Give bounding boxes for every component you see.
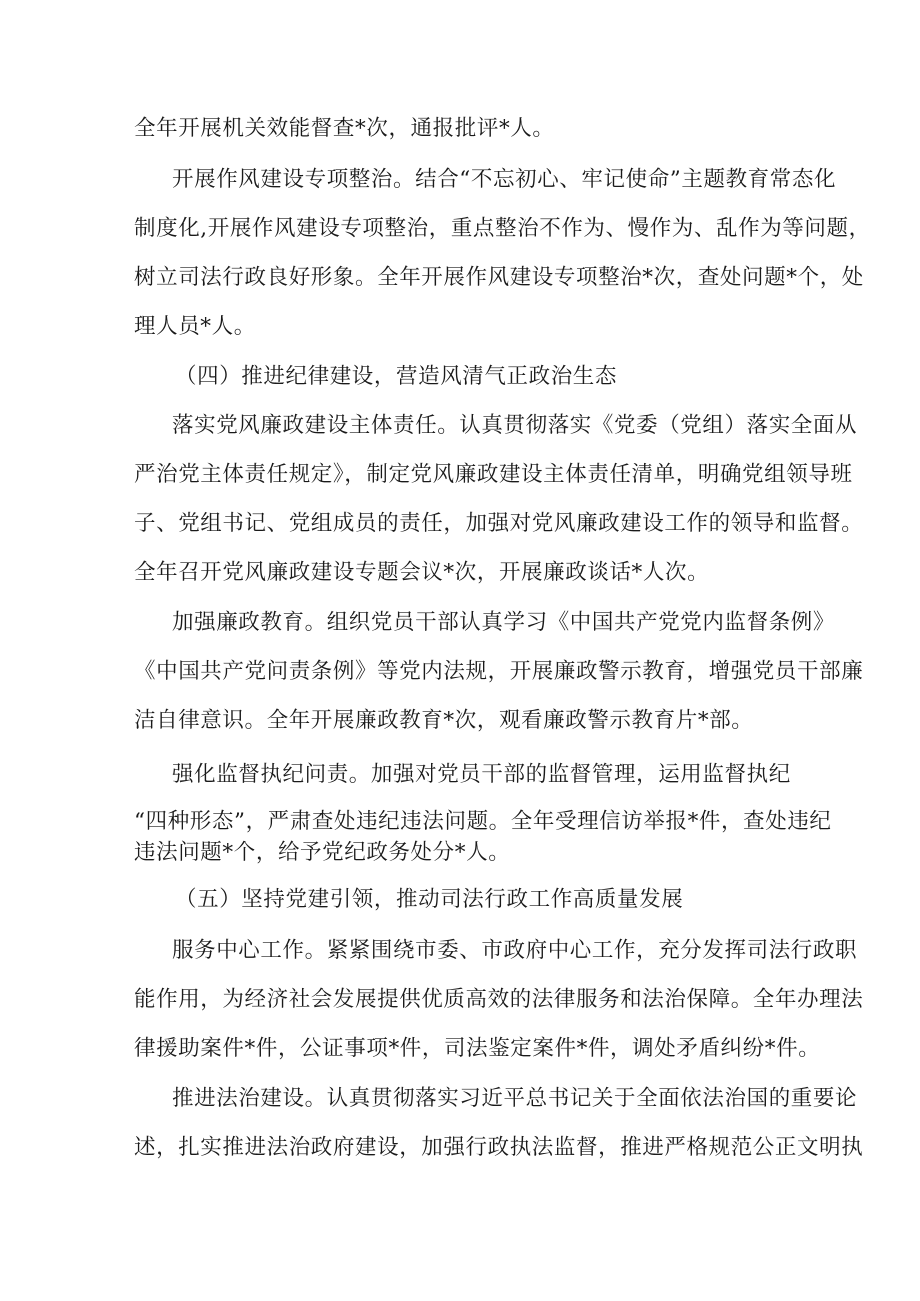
paragraph-line: 落实党风廉政建设主体责任。认真贯彻落实《党委（党组）落实全面从 [172, 413, 858, 438]
paragraph-line: 全年召开党风廉政建设专题会议*次，开展廉政谈话*人次。 [134, 560, 710, 585]
paragraph-line: 制度化,开展作风建设专项整治，重点整治不作为、慢作为、乱作为等问题， [134, 216, 871, 241]
paragraph-line: 严治党主体责任规定》，制定党风廉政建设主体责任清单，明确党组领导班 [134, 462, 853, 487]
paragraph-line: 理人员*人。 [134, 314, 256, 339]
paragraph-line: 违法问题*个，给予党纪政务处分*人。 [134, 840, 511, 865]
paragraph-line: “四种形态”，严肃查处违纪违法问题。全年受理信访举报*件，查处违纪 [134, 809, 832, 834]
paragraph-line: 《中国共产党问责条例》等党内法规，开展廉政警示教育，增强党员干部廉 [134, 659, 864, 684]
paragraph-line: 律援助案件*件，公证事项*件，司法鉴定案件*件，调处矛盾纠纷*件。 [134, 1036, 821, 1061]
section-heading: （五）坚持党建引领，推动司法行政工作高质量发展 [175, 887, 684, 912]
paragraph-line: 强化监督执纪问责。加强对党员干部的监督管理，运用监督执纪 [172, 762, 791, 787]
section-heading: （四）推进纪律建设，营造风清气正政治生态 [175, 364, 618, 389]
paragraph-line: 子、党组书记、党组成员的责任，加强对党风廉政建设工作的领导和监督。 [134, 511, 864, 536]
paragraph-line: 加强廉政教育。组织党员干部认真学习《中国共产党党内监督条例》 [172, 610, 836, 635]
paragraph-line: 推进法治建设。认真贯彻落实习近平总书记关于全面依法治国的重要论 [172, 1086, 858, 1111]
paragraph-line: 树立司法行政良好形象。全年开展作风建设专项整治*次，查处问题*个，处 [134, 265, 864, 290]
paragraph-line: 服务中心工作。紧紧围绕市委、市政府中心工作，充分发挥司法行政职 [172, 938, 858, 963]
paragraph-line: 能作用，为经济社会发展提供优质高效的法律服务和法治保障。全年办理法 [134, 987, 864, 1012]
paragraph-line: 全年开展机关效能督查*次，通报批评*人。 [134, 116, 555, 141]
paragraph-line: 开展作风建设专项整治。结合“不忘初心、牢记使命”主题教育常态化 [172, 167, 837, 192]
paragraph-line: 洁自律意识。全年开展廉政教育*次，观看廉政警示教育片*部。 [134, 708, 754, 733]
paragraph-line: 述，扎实推进法治政府建设，加强行政执法监督，推进严格规范公正文明执 [134, 1135, 864, 1160]
